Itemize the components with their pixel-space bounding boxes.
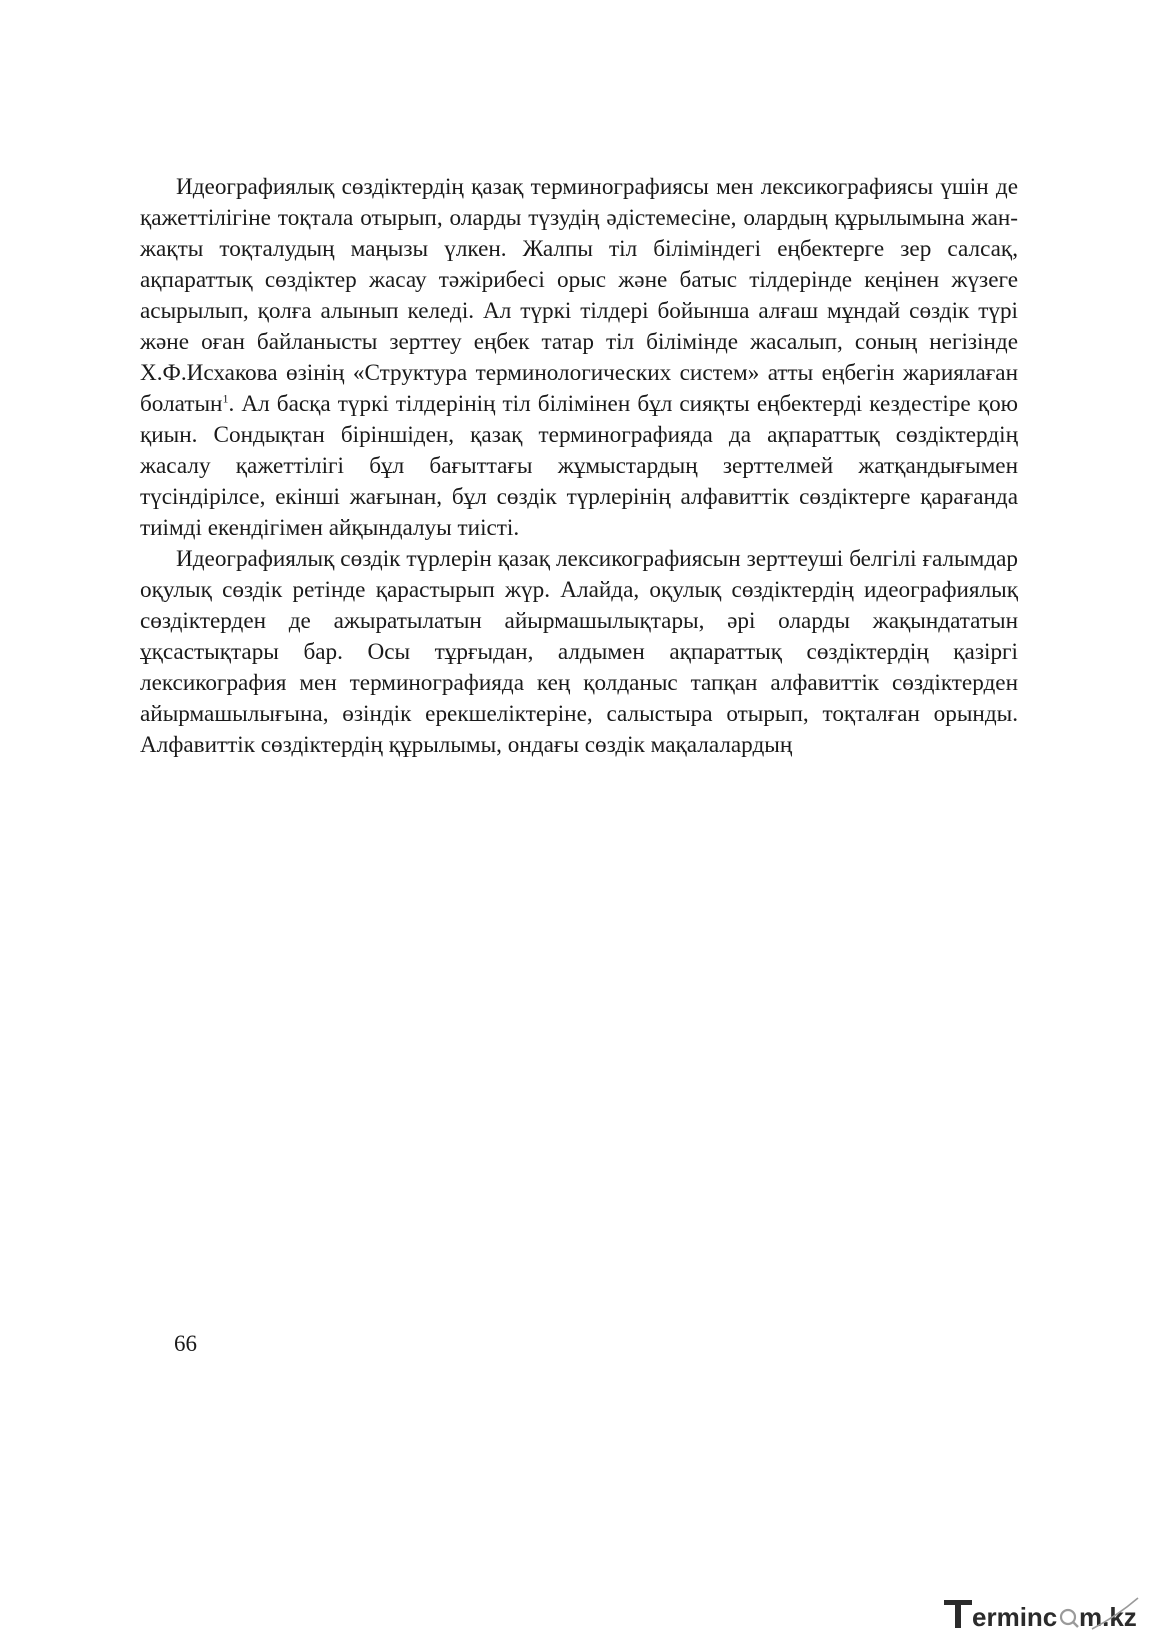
watermark-t-glyph [944,1600,972,1628]
page-number: 66 [174,1331,197,1356]
watermark-text-left: erminc [972,1602,1058,1630]
footnote-marker[interactable]: 1 [222,391,229,406]
paragraph-1-text-after: . Ал басқа түркі тілдерінің тіл білімінен бұл сияқты еңбектерді кездестіре қою қиын. Сондықтан біріншіден, қазақ терминографияда да ақпараттық сөздіктердің жасалу қажеттілігі бұл бағыттағы жұмыстардың зерттелмей жатқандығымен түсіндірілсе, екінші жағынан, бұл сөздік түрлерінің алфавиттік сөздіктерге қарағанда тиімді екендігімен айқындалуы тиісті. [140,391,1018,541]
termincom-watermark-logo [942,1596,1142,1630]
paragraph-2: Идеографиялық сөздік түрлерін қазақ лексикографиясын зерттеуші белгілі ғалымдар оқулық сөздік ретінде қарастырып жүр. Алайда, оқулық сөздіктердің идеографиялық сөздіктерден де ажыратылатын айырмашылықтары, әрі оларды жақындататын ұқсастықтары бар. Осы тұрғыдан, алдымен ақпараттық сөздіктердің қазіргі лексикография мен терминографияда кең қолданыс тапқан алфавиттік сөздіктерден айырмашылығына, өзіндік ерекшеліктеріне, салыстыра отырып, тоқталған орынды. Алфавиттік сөздіктердің құрылымы, ондағы сөздік мақалалардың [140,546,1018,758]
paragraph-1-text-before: Идеографиялық сөздіктердің қазақ терминографиясы мен лексикографиясы үшін де қажеттілігіне тоқтала отырып, оларды түзудің әдістемесіне, олардың құрылымына жан-жақты тоқталудың маңызы үлкен. Жалпы тіл біліміндегі еңбектерге зер салсақ, ақпараттық сөздіктер жасау тәжірибесі орыс және батыс тілдерінде кеңінен жүзеге асырылып, қолға алынып келеді. Ал түркі тілдері бойынша алғаш мұндай сөздік түрі және оған байланысты зерттеу еңбек татар тіл білімінде жасалып, соның негізінде Х.Ф.Исхакова өзінің «Структура терминологических систем» атты еңбегін жариялаған болатын [140,174,1018,417]
body-text [140,172,1018,761]
magnifier-icon [1061,1610,1078,1627]
paragraph-1 [140,172,1018,544]
watermark-text-right: m.kz [1079,1602,1137,1630]
